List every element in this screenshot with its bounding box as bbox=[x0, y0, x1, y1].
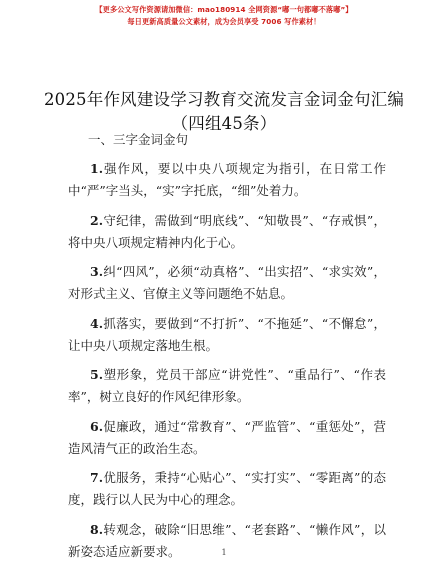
document-title: 2025年作风建设学习教育交流发言金词金句汇编（四组45条） bbox=[43, 90, 405, 133]
promo-banner bbox=[0, 4, 448, 28]
section-heading: 一、三字金词金句 bbox=[88, 132, 189, 147]
item-text: 纠“四风”，必须“动真格”、“出实招”、“求实效”，对形式主义、官僚主义等问题绝不姑息。 bbox=[68, 264, 386, 301]
list-item bbox=[68, 467, 386, 511]
item-number: 3. bbox=[90, 264, 104, 279]
list-item bbox=[68, 158, 386, 202]
item-text: 抓落实，要做到“不打折”、“不拖延”、“不懈怠”，让中央八项规定落地生根。 bbox=[68, 315, 386, 353]
item-text: 优服务，秉持“心贴心”、“实打实”、“零距离”的态度，践行以人民为中心的理念。 bbox=[68, 470, 386, 507]
promo-banner-line-2: 每日更新高质量公文素材，成为会员享受 7006 写作素材！ bbox=[127, 17, 321, 26]
list-item bbox=[68, 261, 386, 305]
item-list bbox=[68, 158, 386, 570]
item-number: 5. bbox=[90, 367, 104, 382]
item-number: 8. bbox=[90, 521, 104, 537]
list-item bbox=[68, 364, 386, 408]
list-item bbox=[68, 210, 386, 254]
item-number: 1. bbox=[90, 161, 104, 176]
promo-banner-line-1: 【更多公文写作资源请加微信：mao180914 全网资源“嘟一句都嘟不落嘟”】 bbox=[95, 5, 353, 14]
item-text: 转观念，破除“旧思维”、“老套路”、“懒作风”，以新姿态适应新要求。 bbox=[68, 521, 386, 559]
item-number: 6. bbox=[90, 418, 104, 434]
item-text: 促廉政，通过“常教育”、“严监管”、“重惩处”，营造风清气正的政治生态。 bbox=[68, 418, 386, 456]
list-item bbox=[68, 313, 386, 357]
item-number: 7. bbox=[90, 470, 104, 485]
item-number: 2. bbox=[90, 212, 104, 228]
item-text: 强作风，要以中央八项规定为指引，在日常工作中“严”字当头，“实”字托底，“细”处着力。 bbox=[68, 161, 386, 198]
list-item bbox=[68, 416, 386, 460]
item-text: 塑形象，党员干部应“讲党性”、“重品行”、“作表率”，树立良好的作风纪律形象。 bbox=[68, 367, 386, 404]
page-number: 1 bbox=[221, 548, 227, 557]
item-text: 守纪律，需做到“明底线”、“知敬畏”、“存戒惧”，将中央八项规定精神内化于心。 bbox=[68, 212, 386, 250]
item-number: 4. bbox=[90, 315, 104, 331]
